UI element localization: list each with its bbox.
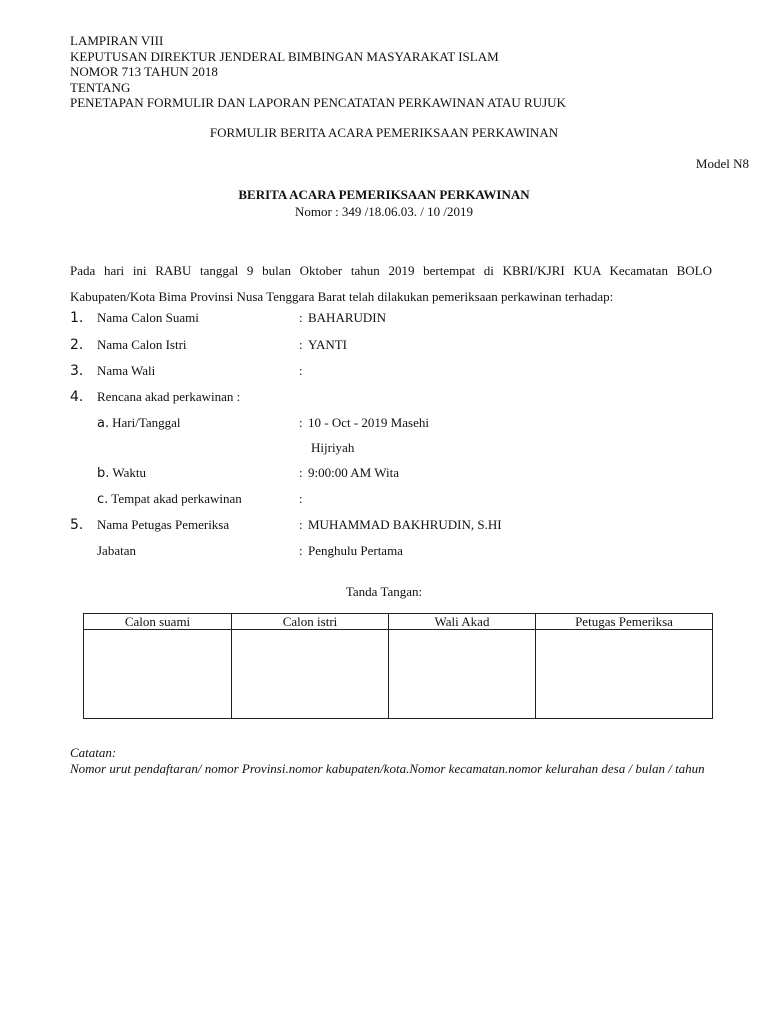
field-label: Rencana akad perkawinan : <box>97 389 241 404</box>
field-label: Jabatan <box>97 543 136 558</box>
sub-item-letter: c. <box>97 492 109 507</box>
row-rencana-akad <box>70 389 710 409</box>
signature-cell-calon-suami <box>84 630 232 719</box>
signature-header-row <box>84 614 713 630</box>
signature-column-wali-akad: Wali Akad <box>389 614 536 630</box>
row-calon-istri <box>70 337 710 357</box>
sub-item <box>97 465 146 481</box>
signature-table <box>83 613 713 719</box>
row-calon-suami <box>70 310 710 330</box>
field-value-petugas-pemeriksa: MUHAMMAD BAKHRUDIN, S.HI <box>308 517 502 532</box>
row-hari-tanggal <box>70 415 710 435</box>
row-hijriyah <box>70 440 710 460</box>
header-line-penetapan: PENETAPAN FORMULIR DAN LAPORAN PENCATATAN PERKAWINAN ATAU RUJUK <box>70 95 566 111</box>
item-number: 4. <box>70 389 84 405</box>
form-title: FORMULIR BERITA ACARA PEMERIKSAAN PERKAWINAN <box>209 125 559 140</box>
signature-column-calon-suami: Calon suami <box>84 614 232 630</box>
row-tempat-akad <box>70 491 710 511</box>
field-value-jabatan: Penghulu Pertama <box>308 543 403 558</box>
item-number: 2. <box>70 337 84 353</box>
row-waktu <box>70 465 710 485</box>
field-label: Nama Calon Suami <box>97 310 199 325</box>
signature-cell-wali-akad <box>389 630 536 719</box>
field-label: Nama Petugas Pemeriksa <box>97 517 230 532</box>
header-line-lampiran: LAMPIRAN VIII <box>70 33 164 48</box>
berita-acara-nomor: Nomor : 349 /18.06.03. / 10 /2019 <box>294 204 474 219</box>
field-colon: : <box>299 491 303 506</box>
field-value-hari-tanggal: 10 - Oct - 2019 Masehi <box>308 415 429 430</box>
field-colon: : <box>299 363 303 378</box>
item-number: 1. <box>70 310 84 326</box>
header-line-keputusan: KEPUTUSAN DIREKTUR JENDERAL BIMBINGAN MASYARAKAT ISLAM <box>70 48 499 64</box>
row-jabatan <box>70 543 710 563</box>
item-number: 5. <box>70 517 84 533</box>
notes-title: Catatan: <box>70 745 117 760</box>
intro-line-1: Pada hari ini RABU tanggal 9 bulan Oktober tahun 2019 bertempat di KBRI/KJRI KUA Kecamatan BOLO <box>70 263 712 278</box>
signature-row <box>84 630 713 719</box>
notes-text: Nomor urut pendaftaran/ nomor Provinsi.nomor kabupaten/kota.Nomor kecamatan.nomor kelurahan desa / bulan / tahun <box>70 760 705 776</box>
intro-line-2: Kabupaten/Kota Bima Provinsi Nusa Tenggara Barat telah dilakukan pemeriksaan perkawinan terhadap: <box>70 289 614 304</box>
field-colon: : <box>299 310 303 325</box>
item-number: 3. <box>70 363 84 379</box>
sub-item-letter: b. <box>97 466 110 481</box>
signature-cell-calon-istri <box>232 630 389 719</box>
field-value-calon-suami: BAHARUDIN <box>308 310 386 325</box>
signature-cell-petugas-pemeriksa <box>536 630 713 719</box>
signature-column-petugas-pemeriksa: Petugas Pemeriksa <box>536 614 713 630</box>
field-label: Nama Calon Istri <box>97 337 187 352</box>
model-label: Model N8 <box>695 156 749 171</box>
signature-column-calon-istri: Calon istri <box>232 614 389 630</box>
field-colon: : <box>299 415 303 430</box>
header-line-tentang: TENTANG <box>70 79 131 95</box>
header-line-nomor: NOMOR 713 TAHUN 2018 <box>70 64 218 80</box>
field-colon: : <box>299 543 303 558</box>
row-nama-wali <box>70 363 710 383</box>
row-petugas-pemeriksa <box>70 517 710 537</box>
field-value-hijriyah: Hijriyah <box>311 440 355 455</box>
intro-paragraph <box>70 258 712 310</box>
notes-section <box>70 745 712 776</box>
document-header <box>70 33 566 111</box>
sub-item <box>97 491 242 507</box>
sub-item <box>97 415 181 431</box>
field-label: Nama Wali <box>97 363 156 378</box>
sub-item-letter: a. <box>97 416 110 431</box>
field-value-calon-istri: YANTI <box>308 337 347 352</box>
field-label: Tempat akad perkawinan <box>111 491 242 506</box>
field-label: Hari/Tanggal <box>112 415 181 430</box>
field-label: Waktu <box>112 465 147 480</box>
field-value-waktu: 9:00:00 AM Wita <box>308 465 399 480</box>
berita-acara-title: BERITA ACARA PEMERIKSAAN PERKAWINAN <box>238 187 530 202</box>
field-colon: : <box>299 517 303 532</box>
field-colon: : <box>299 465 303 480</box>
signature-label: Tanda Tangan: <box>345 584 423 599</box>
field-colon: : <box>299 337 303 352</box>
